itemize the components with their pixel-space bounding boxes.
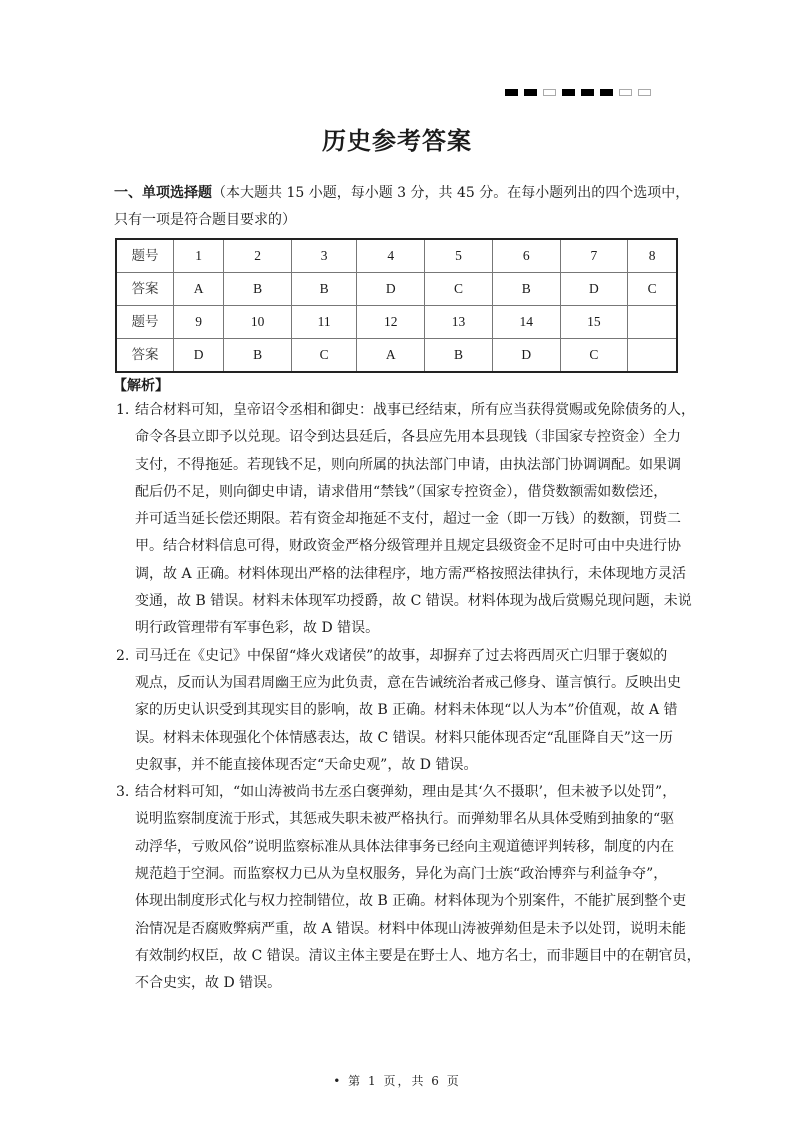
analysis-line (116, 561, 716, 588)
section-desc-line2: 只有一项是符合题目要求的） (114, 212, 296, 228)
answer-cell: B (224, 273, 292, 306)
line-text: 变通，故 B 错误。材料未体现军功授爵，故 C 错误。材料体现为战后赏赐兑现问题，未说 (135, 593, 692, 610)
analysis-line (116, 861, 716, 888)
analysis-item-2 (116, 643, 716, 779)
analysis-label: 【解析】 (113, 378, 169, 394)
analysis-line (116, 697, 716, 724)
table-row (116, 306, 677, 339)
table-row (116, 273, 677, 306)
line-text: 结合材料可知，皇帝诏令丞相和御史：战事已经结束，所有应当获得赏赐或免除债务的人， (135, 402, 695, 418)
line-text: 动浮华，亏败风俗”说明监察标准从具体法律事务已经向主观道德评判转移，制度的内在 (135, 838, 675, 855)
analysis-line (116, 506, 716, 533)
analysis-line (116, 479, 716, 506)
line-text: 甲。结合材料信息可得，财政资金严格分级管理并且规定县级资金不足时可由中央进行协 (135, 538, 681, 555)
analysis-line (116, 779, 716, 806)
header-mark-filled (524, 89, 537, 96)
header-mark-filled (600, 89, 613, 96)
line-text: 司马迁在《史记》中保留“烽火戏诸侯”的故事，却摒弃了过去将西周灭亡归罪于褒姒的 (135, 647, 668, 664)
answer-cell (628, 339, 677, 373)
item-number: 3. (116, 784, 130, 801)
line-text: 命令各县立即予以兑现。诏令到达县廷后，各县应先用本县现钱（非国家专控资金）全力 (135, 429, 681, 446)
answer-cell: B (425, 339, 493, 373)
analysis-line (116, 916, 716, 943)
answer-cell: A (357, 339, 425, 373)
question-number-cell: 7 (560, 239, 628, 273)
header-mark-empty (619, 89, 632, 96)
analysis-line (116, 615, 716, 642)
answer-cell: D (560, 273, 628, 306)
row-label: 答案 (116, 339, 174, 373)
line-text: 有效制约权臣，故 C 错误。清议主体主要是在野士人、地方名士，而非题目中的在朝官员， (135, 947, 701, 964)
answer-cell: B (224, 339, 292, 373)
answer-cell: B (291, 273, 356, 306)
item-number: 1. (116, 402, 130, 418)
question-number-cell: 9 (174, 306, 224, 339)
line-text: 治情况是否腐败弊病严重，故 A 错误。材料中体现山涛被弹劾但是未予以处罚，说明未能 (135, 920, 687, 937)
analysis-line (116, 533, 716, 560)
line-text: 不合史实，故 D 错误。 (135, 975, 282, 992)
page-title: 历史参考答案 (322, 126, 472, 155)
row-label: 题号 (116, 306, 174, 339)
question-number-cell: 4 (357, 239, 425, 273)
question-number-cell: 5 (425, 239, 493, 273)
question-number-cell: 12 (357, 306, 425, 339)
line-text: 说明监察制度流于形式，其惩戒失职未被严格执行。而弹劾罪名从具体受贿到抽象的“驱 (135, 811, 675, 828)
question-number-cell: 1 (174, 239, 224, 273)
question-number-cell: 6 (492, 239, 560, 273)
analysis-line (116, 970, 716, 997)
analysis-line (116, 670, 716, 697)
analysis-line (116, 834, 716, 861)
line-text: 调，故 A 正确。材料体现出严格的法律程序，地方需严格按照法律执行，未体现地方灵活 (135, 565, 687, 582)
answer-cell: D (357, 273, 425, 306)
page-content (0, 124, 794, 998)
analysis-line (116, 643, 716, 670)
analysis-line (116, 588, 716, 615)
question-number-cell: 13 (425, 306, 493, 339)
header-mark-empty (543, 89, 556, 96)
analysis-line (116, 424, 716, 451)
line-text: 并可适当延长偿还期限。若有资金却拖延不支付，超过一金（即一万钱）的数额，罚赀二 (135, 511, 681, 528)
question-number-cell: 3 (291, 239, 356, 273)
answer-cell: C (425, 273, 493, 306)
question-number-cell (628, 306, 677, 339)
header-marks (505, 89, 651, 96)
page-footer: • 第 1 页，共 6 页 (333, 1074, 461, 1088)
answer-cell: D (174, 339, 224, 373)
analysis-item-3 (116, 779, 716, 997)
analysis-line (116, 806, 716, 833)
row-label: 题号 (116, 239, 174, 273)
line-text: 配后仍不足，则向御史申请，请求借用“禁钱”（国家专控资金），借贷数额需如数偿还， (135, 483, 668, 500)
analysis-line (116, 888, 716, 915)
analysis-line (116, 452, 716, 479)
answer-cell: C (628, 273, 677, 306)
table-row (116, 339, 677, 373)
header-mark-filled (581, 89, 594, 96)
analysis-line (116, 752, 716, 779)
line-text: 家的历史认识受到其现实目的影响，故 B 正确。材料未体现“以人为本”价值观，故 A 错 (135, 702, 678, 719)
analysis-line (116, 397, 716, 424)
line-text: 误。材料未体现强化个体情感表达，故 C 错误。材料只能体现否定“乱匪降自天”这一历 (135, 729, 673, 746)
answer-cell: B (492, 273, 560, 306)
analysis-item-1 (116, 397, 716, 643)
line-text: 支付，不得拖延。若现钱不足，则向所属的执法部门申请，由执法部门协调调配。如果调 (135, 456, 681, 473)
section-heading (114, 180, 694, 234)
answer-cell: A (174, 273, 224, 306)
answer-cell: C (560, 339, 628, 373)
line-text: 规范趋于空洞。而监察权力已从为皇权服务，异化为高门士族“政治博弈与利益争夺”， (135, 866, 668, 883)
item-number: 2. (116, 647, 130, 664)
section-title: 一、单项选择题 (114, 185, 212, 201)
question-number-cell: 2 (224, 239, 292, 273)
question-number-cell: 15 (560, 306, 628, 339)
analysis-line (116, 943, 716, 970)
answer-cell: C (291, 339, 356, 373)
header-mark-filled (562, 89, 575, 96)
question-number-cell: 8 (628, 239, 677, 273)
answer-cell: D (492, 339, 560, 373)
question-number-cell: 14 (492, 306, 560, 339)
header-mark-filled (505, 89, 518, 96)
answer-table (115, 238, 678, 373)
analysis-line (116, 725, 716, 752)
question-number-cell: 10 (224, 306, 292, 339)
analysis-list (116, 397, 716, 998)
line-text: 明行政管理带有军事色彩，故 D 错误。 (135, 620, 380, 637)
header-mark-empty (638, 89, 651, 96)
line-text: 结合材料可知，“如山涛被尚书左丞白褒弹劾，理由是其‘久不摄职’，但未被予以处罚”， (135, 784, 677, 801)
section-desc-line1: （本大题共 15 小题，每小题 3 分，共 45 分。在每小题列出的四个选项中， (212, 185, 690, 201)
row-label: 答案 (116, 273, 174, 306)
line-text: 史叙事，并不能直接体现否定“天命史观”，故 D 错误。 (135, 756, 478, 773)
line-text: 体现出制度形式化与权力控制错位，故 B 正确。材料体现为个别案件，不能扩展到整个吏 (135, 893, 687, 910)
section-heading-line1 (114, 180, 694, 207)
table-row (116, 239, 677, 273)
line-text: 观点，反而认为国君周幽王应为此负责，意在告诫统治者戒己修身、谨言慎行。反映出史 (135, 674, 681, 691)
question-number-cell: 11 (291, 306, 356, 339)
